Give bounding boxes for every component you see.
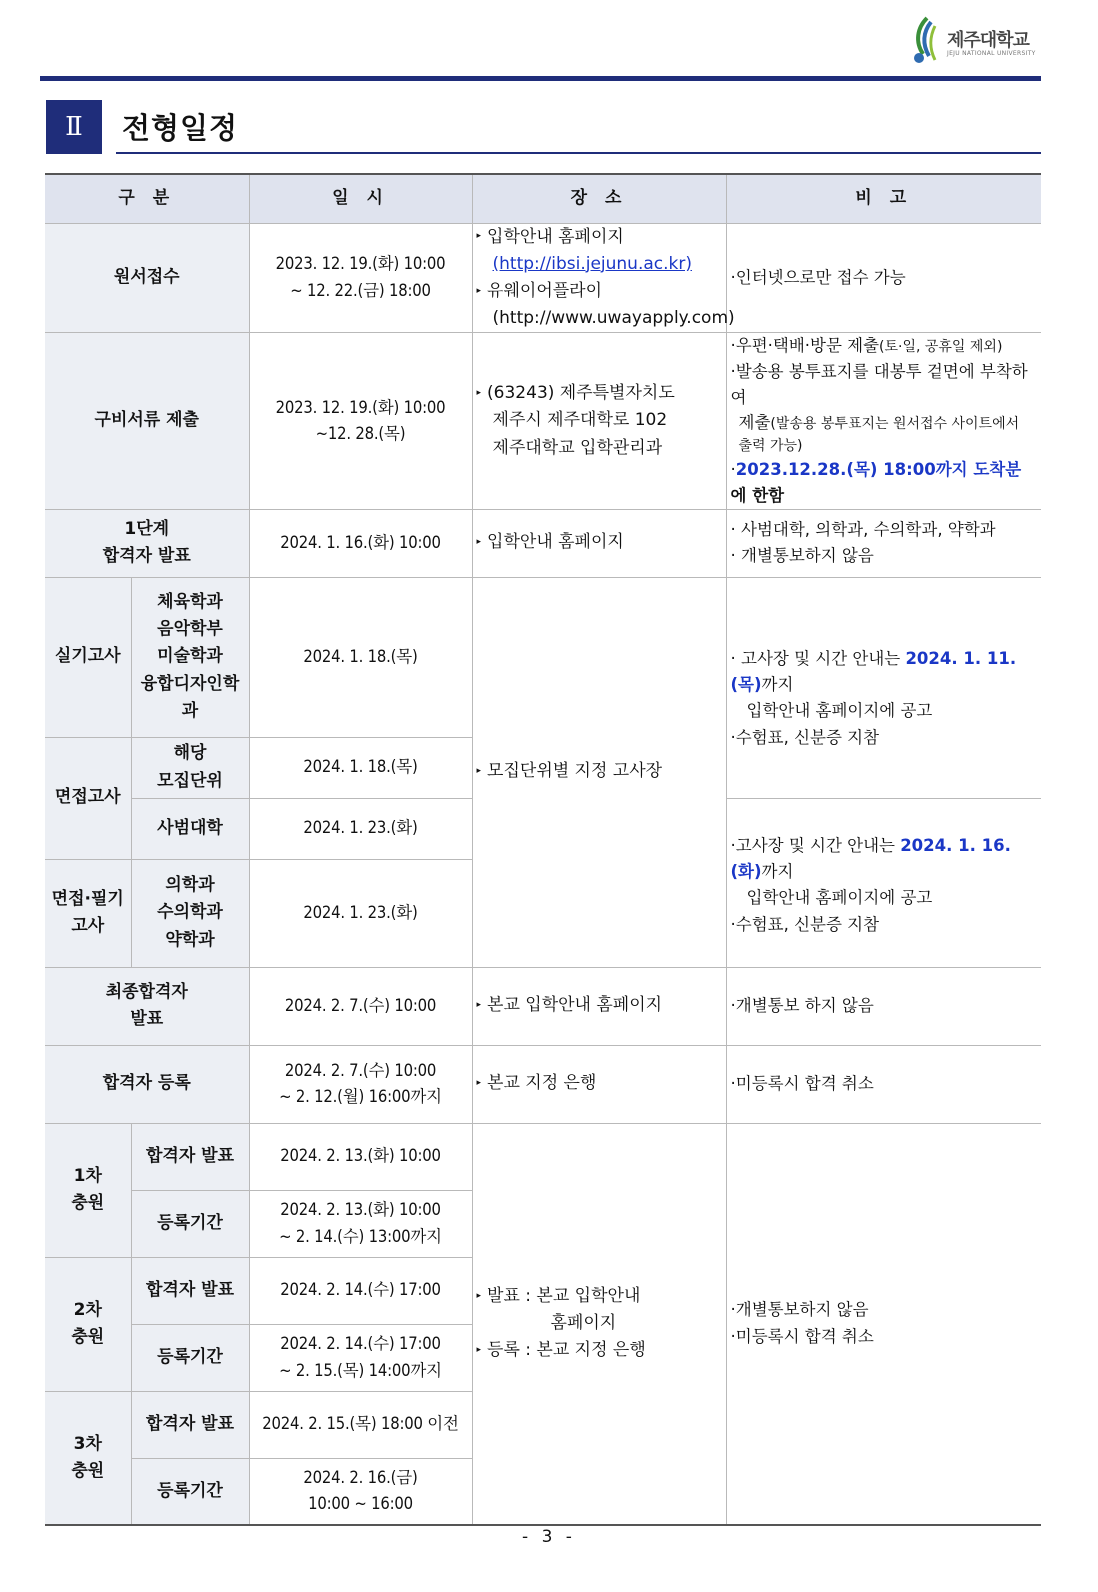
- sub-line: 음악학부: [157, 619, 223, 640]
- row-note: ·미등록시 합격 취소: [726, 1045, 1041, 1123]
- category-line: 면접·필기: [51, 888, 124, 909]
- date-line: 2024. 2. 16.(금): [303, 1467, 418, 1487]
- header-note: 비 고: [726, 174, 1041, 223]
- header-datetime: 일 시: [249, 174, 472, 223]
- bullet-triangle-icon: ▸: [476, 285, 482, 296]
- university-emblem-icon: [905, 14, 945, 66]
- row-date: [249, 1190, 472, 1257]
- category-line: 최종합격자: [105, 981, 188, 1002]
- row-date: 2024. 1. 23.(화): [249, 859, 472, 967]
- date-line: 2024. 2. 14.(수) 17:00: [280, 1334, 441, 1354]
- note-line: 입학안내 홈페이지에 공고: [746, 888, 933, 908]
- sub-line: 융합디자인학과: [140, 673, 240, 721]
- note-line: 입학안내 홈페이지에 공고: [746, 701, 933, 721]
- row-category: [45, 509, 249, 577]
- sub-line: 수의학과: [157, 902, 223, 923]
- row-date: [249, 333, 472, 509]
- sub-line: 의학과: [165, 875, 215, 896]
- category-line: 1단계: [124, 518, 170, 539]
- schedule-table: [45, 173, 1041, 1526]
- bullet-triangle-icon: ▸: [476, 1078, 482, 1089]
- row-place: [472, 333, 726, 509]
- place-line: ▸ 입학안내 홈페이지: [476, 226, 624, 247]
- row-date: 2024. 1. 23.(화): [249, 798, 472, 859]
- row-subcategory: 등록기간: [131, 1458, 249, 1525]
- place-line: ▸ 등록 : 본교 지정 은행: [476, 1340, 646, 1361]
- date-line: ~12. 28.(목): [315, 423, 406, 443]
- row-category: 구비서류 제출: [45, 333, 249, 509]
- table-row: [45, 223, 1041, 333]
- row-place: ▸ 입학안내 홈페이지: [472, 509, 726, 577]
- row-category: 면접고사: [45, 737, 131, 859]
- sub-line: 체육학과: [157, 592, 223, 613]
- note-line: ·고사장 및 시간 안내는 2024. 1. 16.(화)까지: [730, 835, 1011, 881]
- category-line: 발표: [130, 1009, 164, 1030]
- note-line: · 사범대학, 의학과, 수의학과, 약학과: [730, 519, 996, 539]
- place-line: ▸ (63243) 제주특별자치도: [476, 383, 675, 404]
- note-line: · 고사장 및 시간 안내는 2024. 1. 11.(목)까지: [730, 648, 1017, 694]
- row-category: 원서접수: [45, 223, 249, 333]
- row-subcategory: 사범대학: [131, 798, 249, 859]
- date-line: 2024. 2. 13.(화) 10:00: [280, 1200, 441, 1220]
- row-date: 2024. 2. 14.(수) 17:00: [249, 1257, 472, 1324]
- row-date: [249, 1458, 472, 1525]
- category-line: 3차: [73, 1433, 102, 1454]
- bullet-triangle-icon: ▸: [476, 1290, 482, 1301]
- row-date: 2024. 1. 18.(목): [249, 577, 472, 737]
- category-line: 고사: [71, 916, 105, 937]
- date-line: ~ 2. 14.(수) 13:00까지: [279, 1226, 442, 1246]
- section-number: Ⅱ: [46, 100, 102, 154]
- bullet-triangle-icon: ▸: [476, 537, 482, 548]
- row-date: [249, 1324, 472, 1391]
- row-subcategory: 등록기간: [131, 1190, 249, 1257]
- row-subcategory: [131, 577, 249, 737]
- row-category: [45, 1257, 131, 1391]
- logo-text: 제주대학교: [947, 30, 1029, 51]
- note-line: 제출(발송용 봉투표지는 원서접수 사이트에서: [738, 413, 1020, 433]
- row-category: 합격자 등록: [45, 1045, 249, 1123]
- date-line: ~ 12. 22.(금) 18:00: [290, 280, 431, 300]
- note-deadline: ·2023.12.28.(목) 18:00까지 도착분에 한함: [730, 460, 1022, 505]
- note-line: ·수험표, 신분증 지참: [730, 727, 880, 747]
- sub-line: 미술학과: [157, 646, 223, 667]
- row-category: [45, 859, 131, 967]
- row-place: [472, 1123, 726, 1525]
- row-date: [249, 1045, 472, 1123]
- place-line: 제주대학교 입학관리과: [492, 437, 663, 458]
- row-subcategory: 등록기간: [131, 1324, 249, 1391]
- table-row: [45, 967, 1041, 1045]
- row-subcategory: [131, 737, 249, 798]
- row-category: [45, 967, 249, 1045]
- top-rule: [40, 76, 1041, 81]
- uway-url: (http://www.uwayapply.com): [492, 308, 735, 329]
- row-note: [726, 509, 1041, 577]
- sub-line: 모집단위: [157, 770, 223, 791]
- homepage-link[interactable]: (http://ibsi.jejunu.ac.kr): [492, 253, 692, 274]
- bullet-triangle-icon: ▸: [476, 387, 482, 398]
- row-note: ·개별통보 하지 않음: [726, 967, 1041, 1045]
- row-date: 2024. 2. 7.(수) 10:00: [249, 967, 472, 1045]
- logo-subtext: JEJU NATIONAL UNIVERSITY: [947, 50, 1036, 57]
- note-line: · 개별통보하지 않음: [730, 546, 874, 566]
- category-line: 충원: [71, 1193, 105, 1214]
- sub-line: 해당: [173, 743, 207, 764]
- header-category: 구 분: [45, 174, 249, 223]
- category-line: 2차: [73, 1299, 102, 1320]
- table-row: [45, 509, 1041, 577]
- row-date: 2024. 2. 13.(화) 10:00: [249, 1123, 472, 1190]
- row-subcategory: 합격자 발표: [131, 1123, 249, 1190]
- row-date: 2024. 1. 16.(화) 10:00: [249, 509, 472, 577]
- row-note: [726, 333, 1041, 509]
- table-row: [45, 333, 1041, 509]
- place-line: ▸ 유웨이어플라이: [476, 280, 603, 301]
- category-line: 1차: [73, 1165, 102, 1186]
- row-date: [249, 223, 472, 333]
- page-number: - 3 -: [522, 1527, 576, 1547]
- date-line: ~ 2. 15.(목) 14:00까지: [279, 1360, 442, 1380]
- row-note: ·인터넷으로만 접수 가능: [726, 223, 1041, 333]
- row-category: [45, 1391, 131, 1525]
- section-underline: [116, 152, 1041, 154]
- row-note: [726, 1123, 1041, 1525]
- bullet-triangle-icon: ▸: [476, 1000, 482, 1011]
- note-line: ·수험표, 신분증 지참: [730, 914, 880, 934]
- row-place: [472, 223, 735, 333]
- place-line: ▸ 발표 : 본교 입학안내: [476, 1286, 641, 1307]
- table-row: [45, 1123, 1041, 1190]
- table-row: [45, 1045, 1041, 1123]
- note-line: ·우편·택배·방문 제출(토·일, 공휴일 제외): [730, 336, 1003, 356]
- row-place: ▸ 본교 지정 은행: [472, 1045, 726, 1123]
- row-subcategory: 합격자 발표: [131, 1257, 249, 1324]
- row-note: [726, 577, 1041, 798]
- section-title: 전형일정: [122, 111, 239, 145]
- row-subcategory: 합격자 발표: [131, 1391, 249, 1458]
- row-place: ▸ 본교 입학안내 홈페이지: [472, 967, 726, 1045]
- row-date: 2024. 1. 18.(목): [249, 737, 472, 798]
- note-line: ·개별통보하지 않음: [730, 1300, 869, 1320]
- date-line: 2023. 12. 19.(화) 10:00: [275, 254, 446, 274]
- place-line: 제주시 제주대학로 102: [492, 410, 668, 431]
- date-line: 2024. 2. 7.(수) 10:00: [284, 1060, 437, 1080]
- category-line: 합격자 발표: [102, 546, 191, 567]
- note-line: ·미등록시 합격 취소: [730, 1326, 874, 1346]
- date-line: ~ 2. 12.(월) 16:00까지: [279, 1087, 442, 1107]
- row-category: 실기고사: [45, 577, 131, 737]
- row-place: ▸ 모집단위별 지정 고사장: [472, 577, 726, 967]
- note-line: 출력 가능): [738, 437, 803, 454]
- table-row: [45, 577, 1041, 737]
- bullet-triangle-icon: ▸: [476, 231, 482, 242]
- row-date: 2024. 2. 15.(목) 18:00 이전: [249, 1391, 472, 1458]
- row-subcategory: [131, 859, 249, 967]
- row-category: [45, 1123, 131, 1257]
- category-line: 충원: [71, 1327, 105, 1348]
- university-logo: [905, 14, 1045, 66]
- date-line: 10:00 ~ 16:00: [308, 1494, 413, 1514]
- row-note: [726, 798, 1041, 967]
- table-header-row: [45, 174, 1041, 223]
- place-line: 홈페이지: [550, 1313, 617, 1334]
- bullet-triangle-icon: ▸: [476, 1345, 482, 1356]
- category-line: 충원: [71, 1460, 105, 1481]
- note-line: ·발송용 봉투표지를 대봉투 겉면에 부착하여: [730, 361, 1028, 407]
- sub-line: 약학과: [165, 929, 215, 950]
- header-place: 장 소: [472, 174, 726, 223]
- bullet-triangle-icon: ▸: [476, 766, 482, 777]
- date-line: 2023. 12. 19.(화) 10:00: [275, 397, 446, 417]
